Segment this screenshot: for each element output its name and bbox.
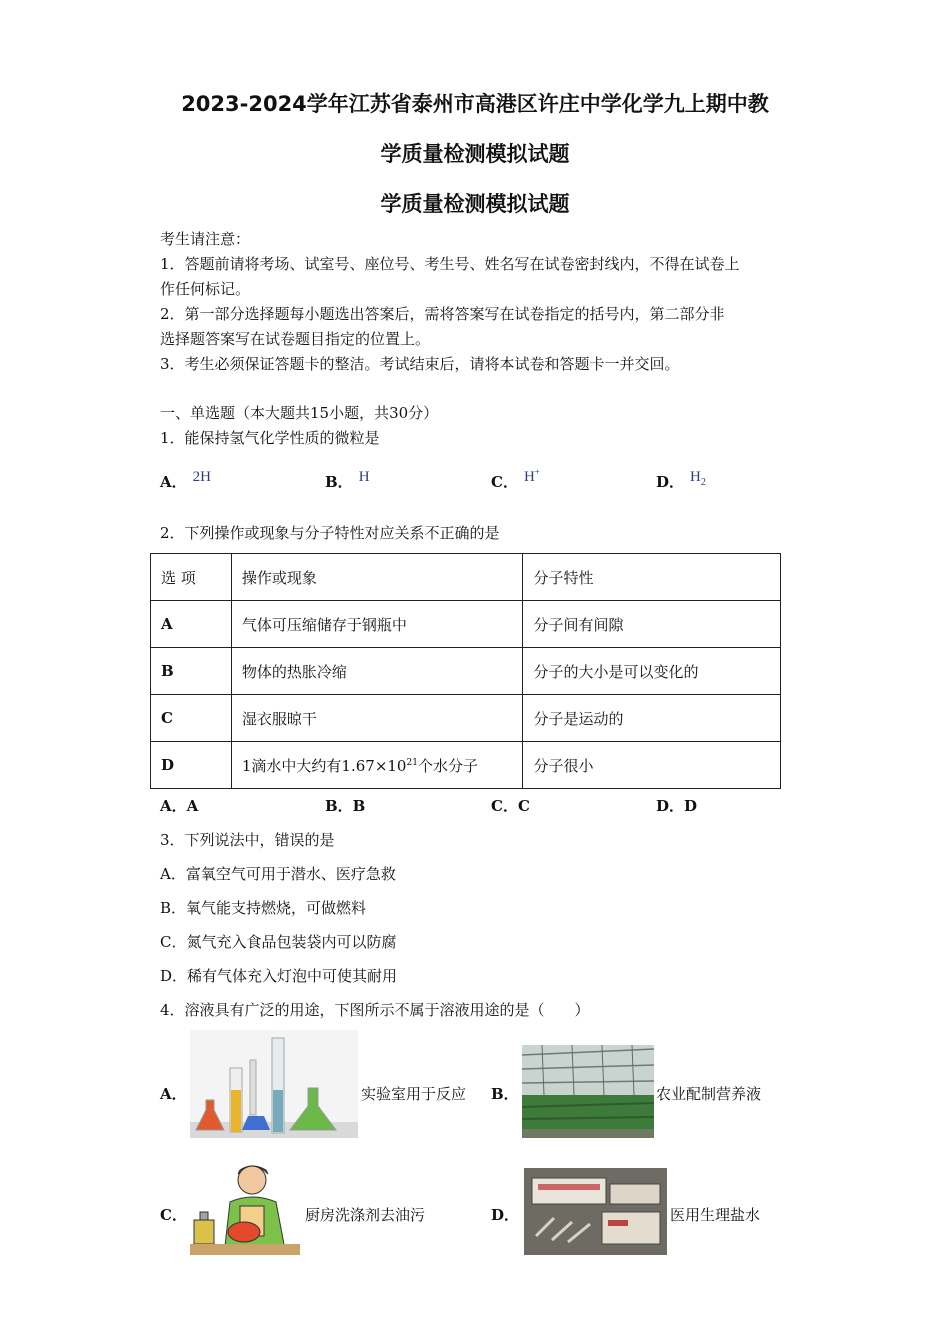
formula-image: $H_2$ bbox=[690, 469, 706, 488]
table-cell: D bbox=[151, 742, 232, 789]
lab-glassware-image bbox=[190, 1030, 358, 1138]
table-row bbox=[151, 695, 781, 742]
greenhouse-image bbox=[522, 1045, 654, 1138]
q4-option-a-text: 实验室用于反应 bbox=[361, 1085, 467, 1103]
table-cell: 分子是运动的 bbox=[523, 695, 781, 742]
q2-stem: 2．下列操作或现象与分子特性对应关系不正确的是 bbox=[160, 524, 500, 542]
table-cell: 气体可压缩储存于钢瓶中 bbox=[231, 601, 523, 648]
q4-stem: 4．溶液具有广泛的用途，下图所示不属于溶液用途的是（ ） bbox=[160, 1001, 590, 1019]
q1-option-b: B． H bbox=[325, 469, 370, 491]
table-cell: 分子很小 bbox=[523, 742, 781, 789]
q3-option-d: D．稀有气体充入灯泡中可使其耐用 bbox=[160, 967, 398, 985]
table-header-cell: 分子特性 bbox=[523, 554, 781, 601]
table-cell: 湿衣服晾干 bbox=[231, 695, 523, 742]
kitchen-washing-image bbox=[190, 1162, 300, 1255]
table-row bbox=[151, 742, 781, 789]
formula-image: 2H bbox=[192, 469, 211, 485]
q4-option-a-label: A． bbox=[160, 1085, 187, 1103]
q3-option-a: A．富氧空气可用于潜水、医疗急救 bbox=[160, 865, 396, 883]
section-heading: 一、单选题（本大题共15小题，共30分） bbox=[160, 404, 439, 422]
q1-option-c: C． H+ bbox=[491, 467, 540, 491]
q2-answer-b: B．B bbox=[325, 797, 366, 815]
table-row bbox=[151, 648, 781, 695]
table-header-row bbox=[151, 554, 781, 601]
table-cell: 物体的热胀冷缩 bbox=[231, 648, 523, 695]
q4-option-d-text: 医用生理盐水 bbox=[670, 1206, 761, 1224]
q4-option-b-text: 农业配制营养液 bbox=[656, 1085, 762, 1103]
q3-stem: 3．下列说法中，错误的是 bbox=[160, 831, 335, 849]
table-cell: C bbox=[151, 695, 232, 742]
q4-option-c-label: C． bbox=[160, 1206, 187, 1224]
table-cell: A bbox=[151, 601, 232, 648]
notice-item-2b: 选择题答案写在试卷题目指定的位置上。 bbox=[160, 330, 431, 348]
q2-answer-d: D．D bbox=[656, 797, 698, 815]
saline-solution-image bbox=[524, 1168, 667, 1255]
table-header-cell: 操作或现象 bbox=[231, 554, 523, 601]
q4-option-b-label: B． bbox=[491, 1085, 519, 1103]
page-title-line1: 2023-2024学年江苏省泰州市高港区许庄中学化学九上期中教 bbox=[181, 92, 769, 116]
q4-option-c-text: 厨房洗涤剂去油污 bbox=[305, 1206, 426, 1224]
notice-item-1a: 1．答题前请将考场、试室号、座位号、考生号、姓名写在试卷密封线内，不得在试卷上 bbox=[160, 255, 740, 273]
page-title-line3: 学质量检测模拟试题 bbox=[380, 192, 570, 216]
notice-item-1b: 作任何标记。 bbox=[160, 280, 251, 298]
q1-stem: 1．能保持氢气化学性质的微粒是 bbox=[160, 429, 380, 447]
q1-option-a: A． 2H bbox=[160, 469, 211, 491]
page-title-line2: 学质量检测模拟试题 bbox=[380, 142, 570, 166]
table-header-cell: 选 项 bbox=[151, 554, 232, 601]
formula-image: H+ bbox=[523, 467, 540, 485]
table-cell: 1滴水中大约有$1.67\times 10^{21}$个水分子 bbox=[231, 742, 523, 789]
q1-option-d: D． $H_2$ bbox=[656, 469, 706, 491]
q3-option-b: B．氧气能支持燃烧，可做燃料 bbox=[160, 899, 367, 917]
notice-heading: 考生请注意： bbox=[160, 230, 251, 248]
q4-option-d-label: D． bbox=[491, 1206, 520, 1224]
table-cell: 分子间有间隙 bbox=[523, 601, 781, 648]
table-cell: 分子的大小是可以变化的 bbox=[523, 648, 781, 695]
table-row bbox=[151, 601, 781, 648]
formula-image: H bbox=[358, 469, 370, 485]
notice-item-3: 3．考生必须保证答题卡的整洁。考试结束后，请将本试卷和答题卡一并交回。 bbox=[160, 355, 680, 373]
q3-option-c: C．氮气充入食品包装袋内可以防腐 bbox=[160, 933, 397, 951]
table-cell: B bbox=[151, 648, 232, 695]
q2-answer-a: A．A bbox=[160, 797, 199, 815]
notice-item-2a: 2．第一部分选择题每小题选出答案后，需将答案写在试卷指定的括号内，第二部分非 bbox=[160, 305, 725, 323]
q2-answer-c: C．C bbox=[491, 797, 530, 815]
q2-table bbox=[150, 553, 781, 789]
